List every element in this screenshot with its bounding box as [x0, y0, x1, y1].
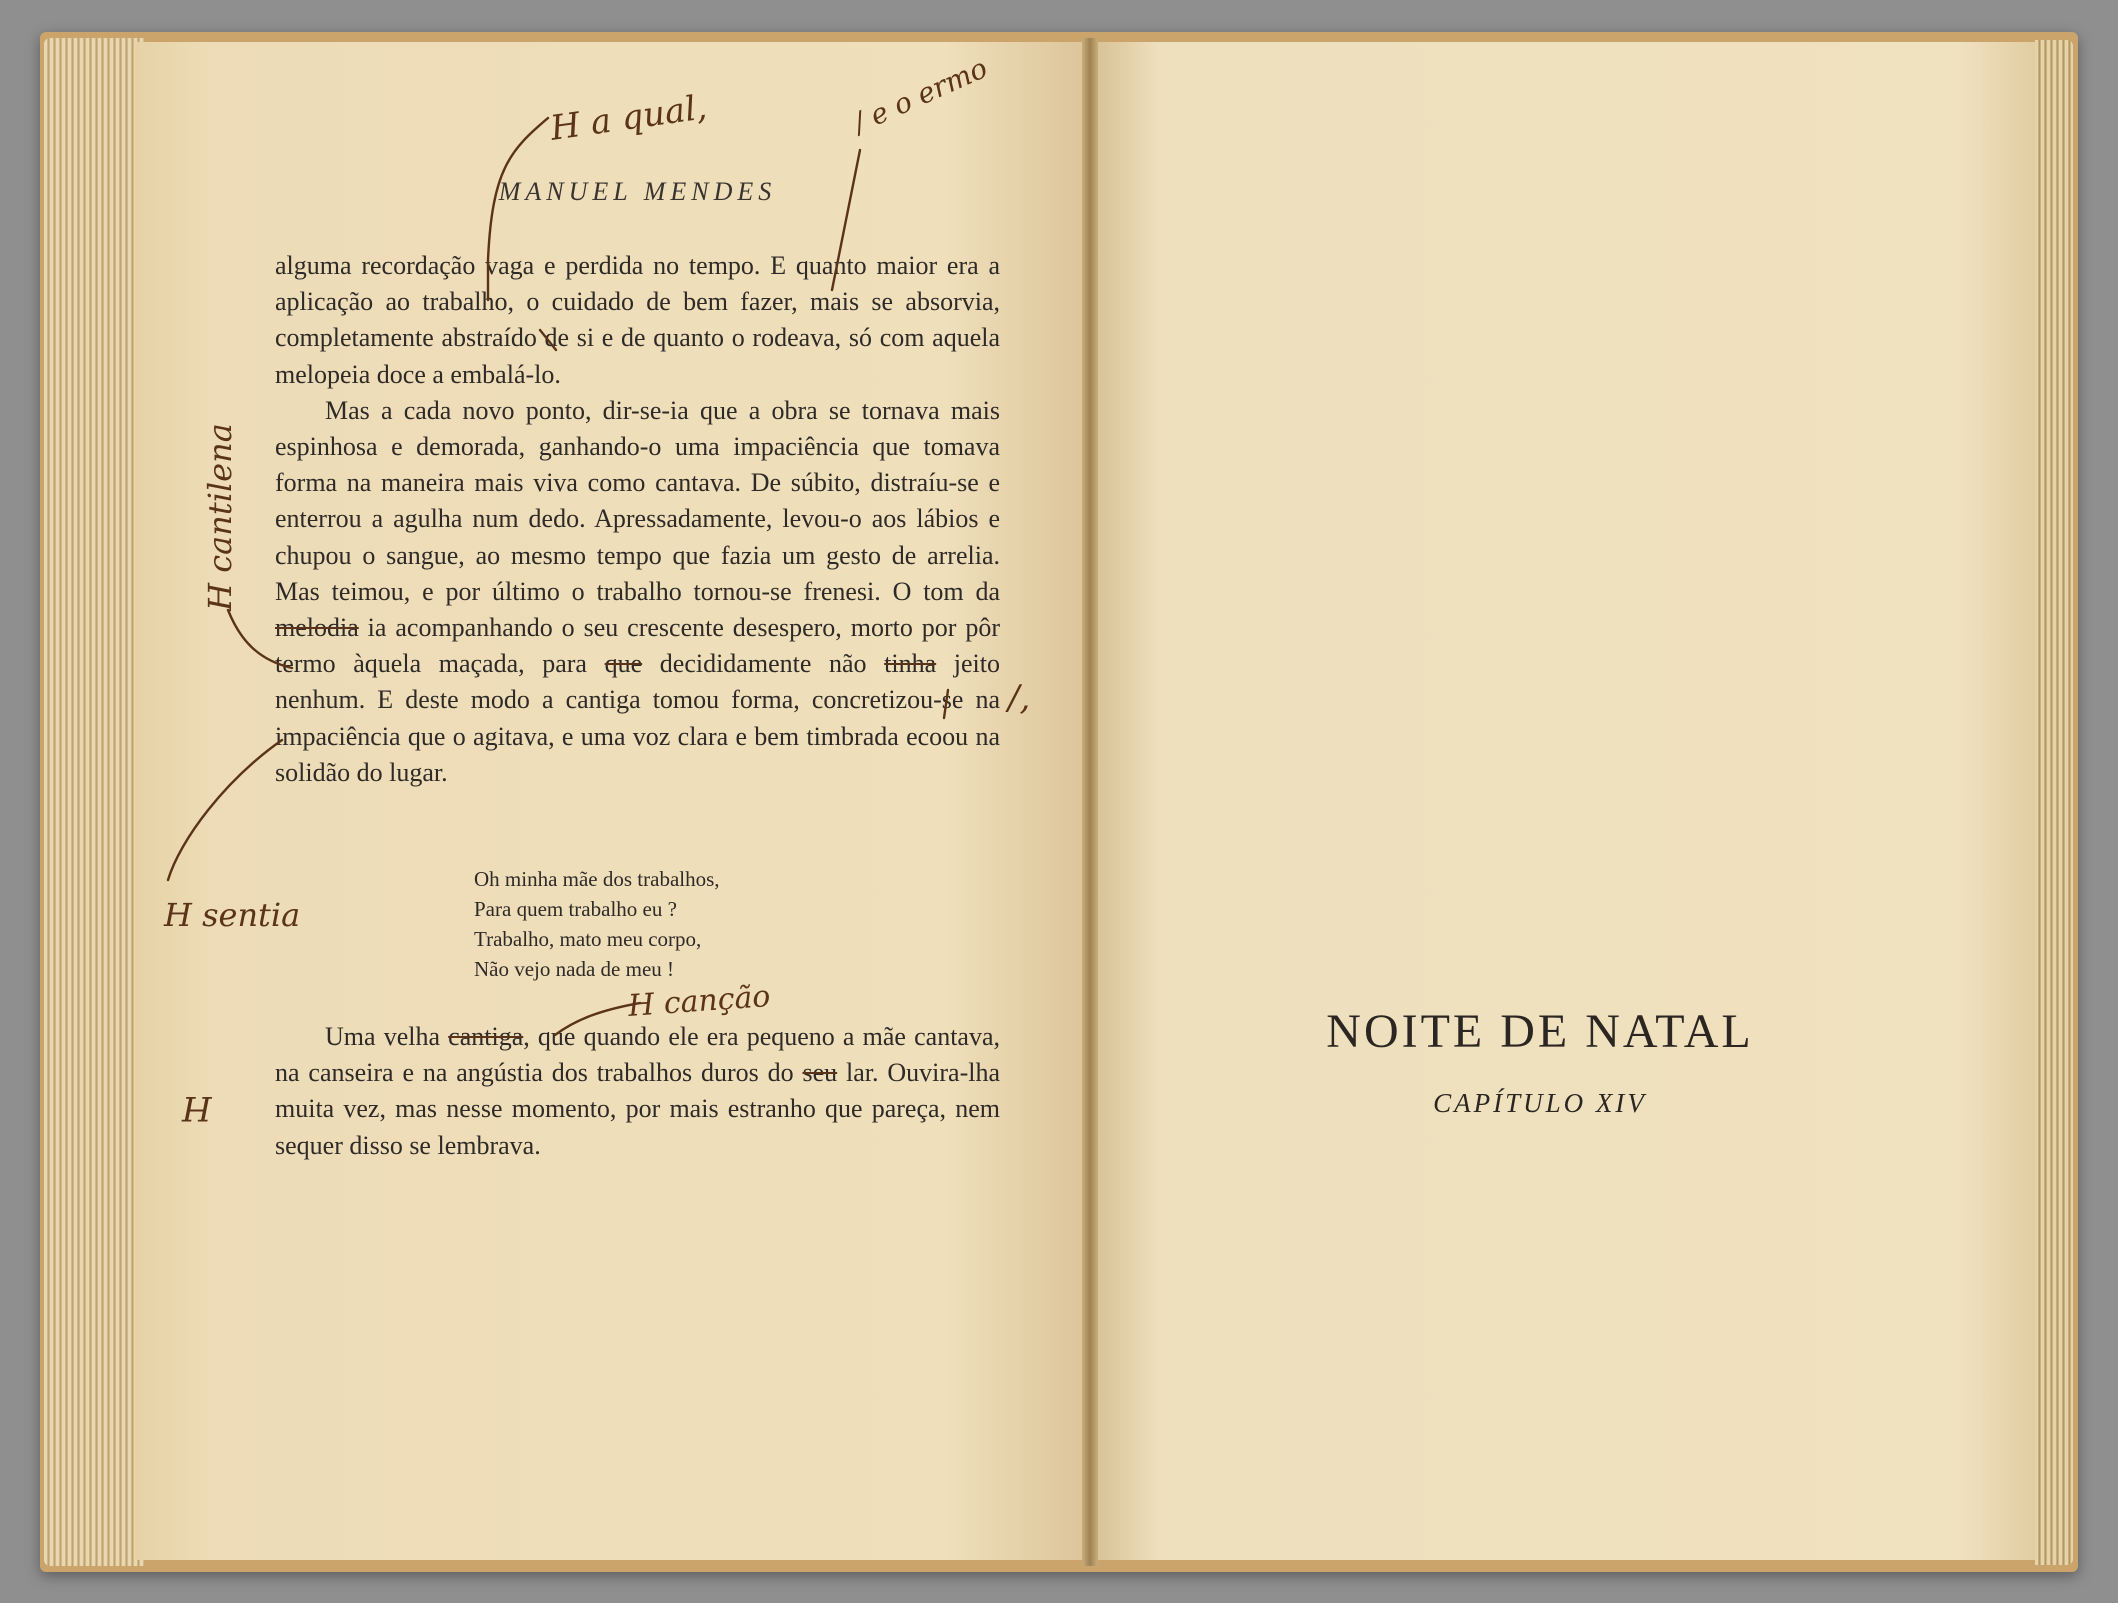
- struck-word-melodia: melodia: [275, 613, 359, 643]
- annotation-a-qual: H a qual,: [547, 87, 710, 149]
- paragraph-3-text: , que quando ele era pequeno a mãe cantava, na canseira e na angústia dos trabalhos duros do: [275, 1022, 1000, 1088]
- verse-line: Para quem trabalho eu ?: [474, 897, 677, 921]
- paragraph-1: alguma recordação vaga e perdida no tempo. E quanto maior era a aplicação ao trabalho, o cuidado de bem fazer, mais se absorvia, completamente abstraído de si e de quanto o rodeava, só com aquela melopeia doce a embalá-lo.: [275, 251, 1000, 389]
- paragraph-3-text: lar. Ouvira-lha muita vez, mas nesse momento, por mais estranho que pareça, nem sequer disso se lembrava.: [275, 1058, 1001, 1160]
- prose-block: [275, 248, 1000, 791]
- paragraph-2-text: ia acompanhando o seu crescente desespero, morto por pôr termo àquela maçada, para: [275, 613, 1000, 679]
- prose-block-2: [275, 1019, 1000, 1164]
- struck-word-seu: seu: [802, 1058, 838, 1088]
- chapter-title: NOITE DE NATAL: [1326, 1005, 1754, 1058]
- struck-word-tinha: tinha: [884, 649, 937, 679]
- annotation-cancao: H canção: [626, 979, 772, 1024]
- verse-line: Trabalho, mato meu corpo,: [474, 927, 702, 951]
- annotation-sentia: H sentia: [164, 896, 301, 934]
- annotation-e-o-ermo: / e o ermo: [848, 51, 993, 140]
- book-gutter: [1082, 38, 1098, 1566]
- paragraph-2-text: Mas a cada novo ponto, dir-se-ia que a obra se tornava mais espinhosa e demorada, ganhando-o uma impaciência que tomava forma na maneira mais viva como cantava. De súbito, distraíu-se e enterrou a agulha num dedo. Apressadamente, levou-o aos lábios e chupou o sangue, ao mesmo tempo que fazia um gesto de arrelia. Mas teimou, e por último o trabalho tornou-se frenesi. O tom da: [275, 395, 1000, 606]
- left-page-edges: [44, 38, 144, 1566]
- right-page-edges: [2035, 40, 2073, 1565]
- struck-word-que: que: [604, 649, 643, 679]
- annotation-cantilena: H cantilena: [201, 423, 239, 611]
- verse-stanza: [474, 864, 874, 984]
- right-page: [1092, 42, 2035, 1560]
- paragraph-3-text: Uma velha: [325, 1022, 449, 1051]
- annotation-slash-comma: /,: [1008, 678, 1031, 718]
- paragraph-3: [275, 1019, 1000, 1164]
- verse-line: Oh minha mãe dos trabalhos,: [474, 867, 720, 891]
- running-head: MANUEL MENDES: [498, 177, 777, 206]
- chapter-subtitle: CAPÍTULO XIV: [1433, 1088, 1647, 1118]
- verse-line: Não vejo nada de meu !: [474, 957, 675, 981]
- annotation-margin-h: H: [182, 1088, 212, 1128]
- paragraph-2-text: decididamente não: [642, 649, 885, 679]
- struck-word-cantiga: cantiga: [448, 1022, 524, 1051]
- paragraph-2: [275, 393, 1000, 791]
- paragraph-2-text: jeito nenhum. E deste modo a cantiga tomou forma, concretizou-se na impaciência que o agitava, e uma voz clara e bem timbrada ecoou na solidão do lugar.: [275, 649, 1000, 787]
